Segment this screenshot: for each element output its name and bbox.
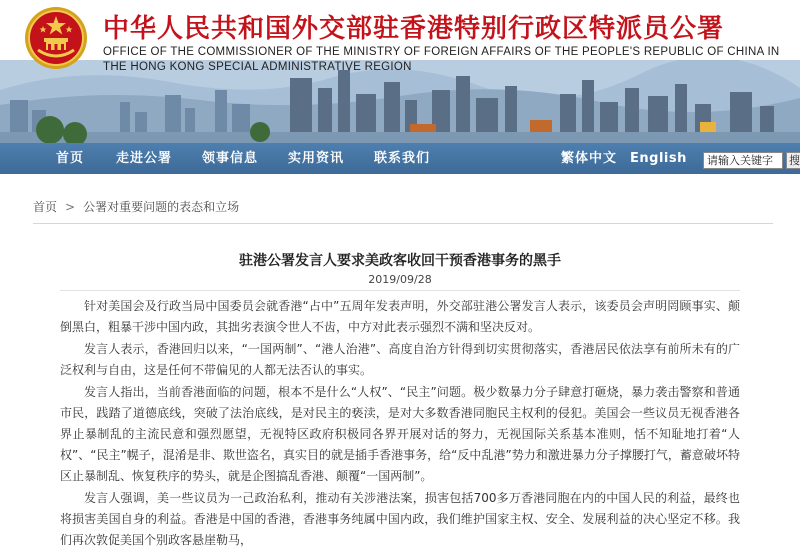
nav-item-consular[interactable]: 领事信息 — [202, 151, 259, 166]
breadcrumb — [33, 198, 239, 215]
article-title: 驻港公署发言人要求美政客收回干预香港事务的黑手 — [239, 253, 561, 269]
breadcrumb-section-link[interactable]: 公署对重要问题的表态和立场 — [83, 200, 240, 214]
language-traditional-chinese-link[interactable]: 繁体中文 — [561, 151, 618, 166]
article-paragraph: 发言人指出，当前香港面临的问题，根本不是什么“人权”、“民主”问题。极少数暴力分子肆意打砸烧，暴力袭击警察和普通市民，践踏了道德底线，突破了法治底线，是对民主的亵渎，是对大多数香港同胞民主权利的侵犯。美国会一些议员无视香港各界止暴制乱的主流民意和强烈愿望，无视特区政府积极同各界开展对话的努力，无视国际关系基本准则，恬不知耻地打着“人权”、“民主”幌子，混淆是非、欺世盗名，真实目的就是插手香港事务，给“反中乱港”势力和激进暴力分子撑腰打气，蓄意破坏特区止暴制乱、恢复秩序的势头，就是企图搞乱香港、颠覆“一国两制”。 — [60, 385, 740, 483]
site-title-english-line1: OFFICE OF THE COMMISSIONER OF THE MINISTRY OF FOREIGN AFFAIRS OF THE PEOPLE'S REPUBLIC OF CHINA IN — [103, 46, 780, 58]
article-body — [60, 296, 740, 552]
article-header-divider — [60, 290, 740, 291]
article-date: 2019/09/28 — [368, 273, 432, 286]
site-title-english-line2: THE HONG KONG SPECIAL ADMINISTRATIVE REGION — [103, 61, 412, 73]
search-input[interactable] — [703, 152, 783, 169]
article-paragraph: 发言人表示，香港回归以来，“一国两制”、“港人治港”、高度自治方针得到切实贯彻落实，香港居民依法享有前所未有的广泛权利与自由，这是任何不带偏见的人都无法否认的事实。 — [60, 342, 740, 377]
search-button[interactable]: 搜 — [786, 152, 800, 169]
breadcrumb-home-link[interactable]: 首页 — [33, 200, 58, 214]
article-paragraph: 发言人强调，美一些议员为一己政治私利，推动有关涉港法案，损害包括700多万香港同胞在内的中国人民的利益，最终也将损害美国自身的利益。香港是中国的香港，香港事务纯属中国内政，我们维护国家主权、安全、发展利益的决心坚定不移。我们再次敦促美国个别政客悬崖勒马， — [60, 491, 740, 547]
site-title-english — [103, 45, 780, 75]
breadcrumb-divider — [33, 223, 773, 224]
language-english-link[interactable]: English — [630, 151, 687, 166]
nav-item-about[interactable]: 走进公署 — [116, 151, 173, 166]
header-banner — [0, 0, 800, 143]
site-title-chinese: 中华人民共和国外交部驻香港特别行政区特派员公署 — [103, 14, 725, 44]
nav-item-home[interactable]: 首页 — [56, 151, 85, 166]
nav-item-practical-info[interactable]: 实用资讯 — [288, 151, 345, 166]
breadcrumb-separator: > — [65, 200, 76, 214]
nav-item-contact[interactable]: 联系我们 — [374, 151, 431, 166]
article-paragraph: 针对美国会及行政当局中国委员会就香港“占中”五周年发表声明，外交部驻港公署发言人表示，该委员会声明罔顾事实、颠倒黑白，粗暴干涉中国内政，其拙劣表演令世人不齿，中方对此表示强烈不满和坚决反对。 — [60, 299, 740, 334]
national-emblem-icon — [24, 6, 88, 70]
main-nav-bar — [0, 143, 800, 174]
